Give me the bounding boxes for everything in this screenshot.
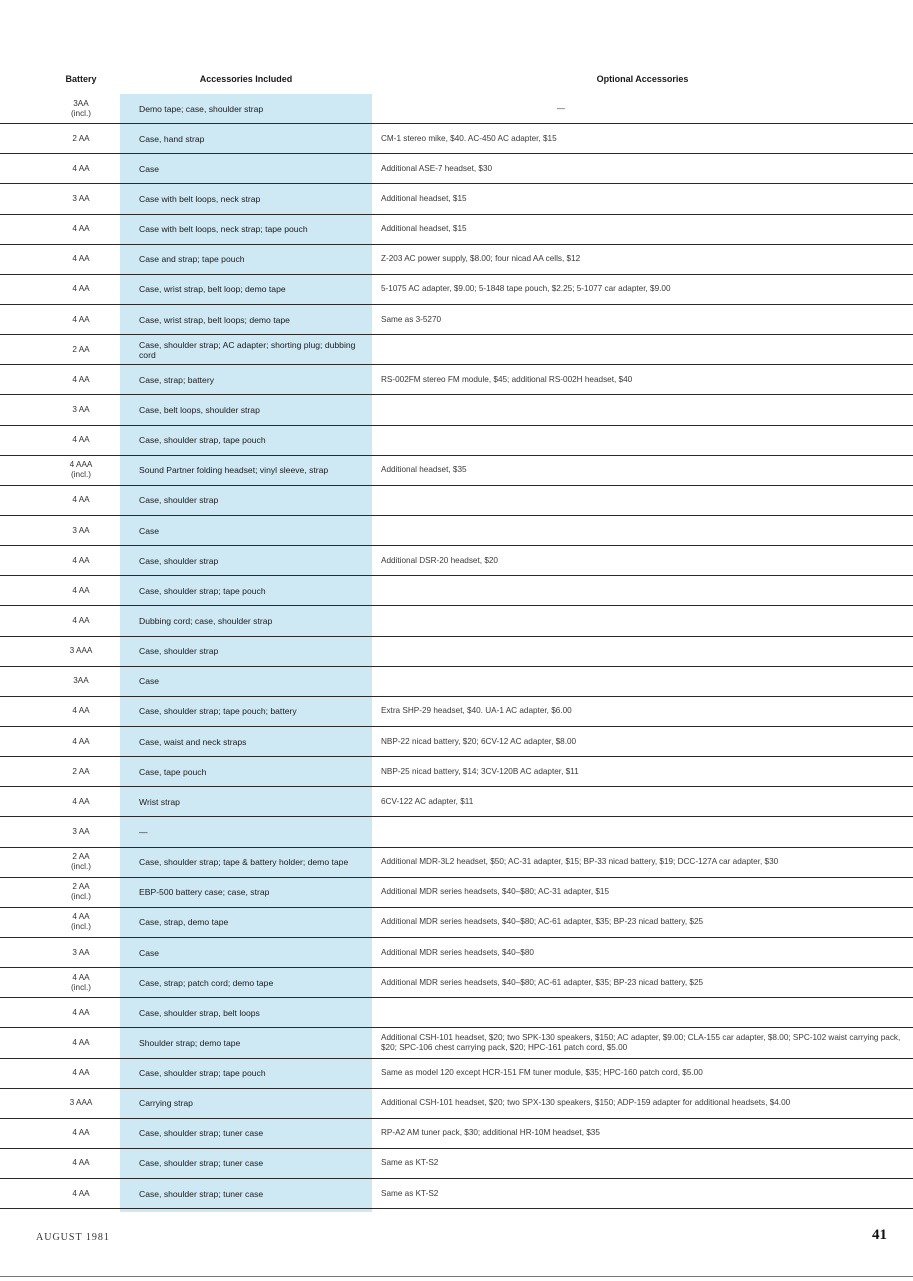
battery-cell: 3 AA [72,826,90,836]
table-row [0,606,913,636]
accessories-included-cell: Case, shoulder strap [139,646,219,657]
accessories-included-cell: Demo tape; case, shoulder strap [139,103,264,114]
header-optional-accessories: Optional Accessories [596,74,689,84]
optional-accessories-cell: NBP-22 nicad battery, $20; 6CV-12 AC adapter, $8.00 [381,736,577,746]
battery-cell: 4 AA [72,1188,90,1198]
accessories-included-cell: Case, strap, demo tape [139,917,229,928]
accessories-included-cell: — [139,826,148,837]
battery-cell: 4 AA [72,796,90,806]
battery-cell: 2 AA (incl.) [70,852,91,872]
battery-cell: 2 AA [72,133,90,143]
optional-accessories-cell [381,998,901,1027]
table-row [0,365,913,395]
optional-accessories-cell [381,817,901,846]
table-row [0,275,913,305]
optional-accessories-cell: Additional DSR-20 headset, $20 [381,555,498,565]
battery-cell: 4 AA [72,254,90,264]
accessories-included-cell: Case [139,947,160,958]
battery-cell: 3 AA [72,525,90,535]
accessories-included-cell: Case, shoulder strap; tape & battery holder; demo tape [139,857,349,868]
battery-cell: 4 AA [72,495,90,505]
battery-cell: 4 AA [72,163,90,173]
spec-table [0,94,913,1209]
battery-cell: 3 AA [72,947,90,957]
table-row [0,727,913,757]
accessories-included-cell: Case, shoulder strap; tuner case [139,1128,264,1139]
accessories-included-cell: Sound Partner folding headset; vinyl sleeve, strap [139,465,329,476]
row-divider [0,1208,913,1209]
table-row [0,395,913,425]
accessories-included-cell: Case, shoulder strap; tape pouch [139,585,266,596]
table-row [0,516,913,546]
battery-cell: 4 AA [72,1158,90,1168]
table-row [0,1149,913,1179]
header-battery: Battery [65,74,97,84]
battery-cell: 3AA [73,676,89,686]
accessories-included-cell: Case, wrist strap, belt loop; demo tape [139,284,286,295]
optional-accessories-cell: Additional MDR series headsets, $40–$80; AC-61 adapter, $35; BP-23 nicad battery, $25 [381,977,704,987]
battery-cell: 2 AA [72,344,90,354]
battery-cell: 4 AA (incl.) [70,912,91,932]
table-row [0,124,913,154]
page-number: 41 [872,1227,887,1243]
battery-cell: 4 AAA (incl.) [69,460,93,480]
page-bottom-rule [0,1276,913,1277]
optional-accessories-cell: Additional headset, $35 [381,465,467,475]
accessories-included-cell: Case and strap; tape pouch [139,254,245,265]
optional-accessories-cell [381,576,901,605]
optional-accessories-cell: Extra SHP-29 headset, $40. UA-1 AC adapter, $6.00 [381,706,572,716]
accessories-included-cell: Case, shoulder strap, belt loops [139,1007,260,1018]
battery-cell: 3 AAA [69,1098,93,1108]
accessories-included-cell: EBP-500 battery case; case, strap [139,887,270,898]
optional-accessories-cell: Additional MDR-3L2 headset, $50; AC-31 adapter, $15; BP-33 nicad battery, $19; DCC-127A car adapter, $30 [381,857,779,867]
battery-cell: 4 AA [72,1128,90,1138]
accessories-included-cell: Case, waist and neck straps [139,736,247,747]
optional-accessories-cell: Additional CSH-101 headset, $20; two SPK-130 speakers, $150; AC adapter, $9.00; CLA-155 car adapter, $8.00; SPC-102 waist carrying pack, $20; SPC-106 chest carrying pack, $20; HPC-161 patch cord, $5.00 [381,1032,901,1052]
table-row [0,848,913,878]
battery-cell: 4 AA [72,555,90,565]
accessories-included-cell: Carrying strap [139,1098,193,1109]
accessories-included-cell: Case [139,163,160,174]
table-row [0,154,913,184]
optional-accessories-cell [381,335,901,364]
table-row [0,245,913,275]
header-accessories-included: Accessories Included [199,74,293,84]
table-row [0,1028,913,1058]
table-row [0,456,913,486]
table-row [0,1089,913,1119]
table-row [0,335,913,365]
table-row [0,998,913,1028]
battery-cell: 4 AA [72,736,90,746]
table-row [0,1179,913,1209]
optional-accessories-cell: Additional MDR series headsets, $40–$80 [381,947,534,957]
optional-accessories-cell: Z-203 AC power supply, $8.00; four nicad AA cells, $12 [381,254,581,264]
table-row [0,546,913,576]
optional-accessories-cell: Same as KT-S2 [381,1158,439,1168]
table-row [0,305,913,335]
table-row [0,486,913,516]
accessories-included-cell: Case, shoulder strap; tuner case [139,1188,264,1199]
battery-cell: 4 AA [72,1007,90,1017]
accessories-included-cell: Case, belt loops, shoulder strap [139,404,260,415]
accessories-included-cell: Case, shoulder strap; tape pouch [139,1068,266,1079]
accessories-included-cell: Dubbing cord; case, shoulder strap [139,615,273,626]
optional-accessories-cell: Same as KT-S2 [381,1188,439,1198]
accessories-included-cell: Case, strap; patch cord; demo tape [139,977,274,988]
optional-accessories-cell [381,637,901,666]
accessories-included-cell: Case, shoulder strap, tape pouch [139,435,266,446]
battery-cell: 4 AA [72,284,90,294]
table-row [0,576,913,606]
battery-cell: 4 AA [72,435,90,445]
accessories-included-cell: Case [139,676,160,687]
battery-cell: 3 AA [72,404,90,414]
optional-accessories-cell [381,395,901,424]
battery-cell: 4 AA [72,224,90,234]
table-row [0,817,913,847]
accessories-included-cell: Case, strap; battery [139,374,214,385]
optional-accessories-cell [381,426,901,455]
accessories-included-cell: Case, shoulder strap [139,495,219,506]
optional-accessories-cell [381,667,901,696]
battery-cell: 4 AA [72,706,90,716]
accessories-included-cell: Shoulder strap; demo tape [139,1037,241,1048]
battery-cell: 3 AA [72,193,90,203]
optional-accessories-cell: NBP-25 nicad battery, $14; 3CV-120B AC adapter, $11 [381,766,579,776]
battery-cell: 2 AA [72,766,90,776]
accessories-included-cell: Case with belt loops, neck strap [139,193,261,204]
accessories-included-cell: Case, shoulder strap; AC adapter; shorting plug; dubbing cord [139,339,356,360]
optional-accessories-cell: 5-1075 AC adapter, $9.00; 5-1848 tape pouch, $2.25; 5-1077 car adapter, $9.00 [381,284,671,294]
optional-accessories-cell: Same as model 120 except HCR-151 FM tuner module, $35; HPC-160 patch cord, $5.00 [381,1068,703,1078]
battery-cell: 4 AA [72,374,90,384]
optional-accessories-cell: Additional headset, $15 [381,193,467,203]
table-row [0,1119,913,1149]
table-row [0,426,913,456]
table-row [0,184,913,214]
optional-accessories-cell: Same as 3-5270 [381,314,442,324]
battery-cell: 3AA (incl.) [70,98,91,118]
optional-accessories-cell: Additional MDR series headsets, $40–$80; AC-31 adapter, $15 [381,887,610,897]
accessories-included-cell: Wrist strap [139,796,180,807]
table-row [0,908,913,938]
accessories-included-cell: Case, tape pouch [139,766,207,777]
optional-accessories-cell: RS-002FM stereo FM module, $45; additional RS-002H headset, $40 [381,374,633,384]
optional-accessories-cell: Additional headset, $15 [381,224,467,234]
battery-cell: 4 AA [72,585,90,595]
battery-cell: 4 AA [72,615,90,625]
battery-cell: 3 AAA [69,646,93,656]
accessories-included-cell: Case, shoulder strap [139,555,219,566]
optional-accessories-cell: — [556,103,566,113]
table-row [0,757,913,787]
optional-accessories-cell: Additional CSH-101 headset, $20; two SPX-130 speakers, $150; ADP-159 adapter for additional headsets, $4.00 [381,1098,791,1108]
table-row [0,215,913,245]
optional-accessories-cell [381,606,901,635]
battery-cell: 4 AA [72,314,90,324]
table-row [0,787,913,817]
accessories-included-cell: Case, wrist strap, belt loops; demo tape [139,314,290,325]
optional-accessories-cell: RP-A2 AM tuner pack, $30; additional HR-10M headset, $35 [381,1128,600,1138]
table-row [0,878,913,908]
battery-cell: 4 AA [72,1068,90,1078]
optional-accessories-cell [381,486,901,515]
battery-cell: 2 AA (incl.) [70,882,91,902]
accessories-included-cell: Case [139,525,160,536]
accessories-included-cell: Case, shoulder strap; tape pouch; battery [139,706,297,717]
table-row [0,938,913,968]
table-row [0,968,913,998]
accessories-included-cell: Case, hand strap [139,133,205,144]
table-row [0,1059,913,1089]
table-row [0,637,913,667]
optional-accessories-cell [381,516,901,545]
table-row [0,94,913,124]
optional-accessories-cell: CM-1 stereo mike, $40. AC-450 AC adapter, $15 [381,133,557,143]
table-row [0,667,913,697]
battery-cell: 4 AA (incl.) [70,972,91,992]
accessories-included-cell: Case with belt loops, neck strap; tape pouch [139,224,308,235]
accessories-included-cell: Case, shoulder strap; tuner case [139,1158,264,1169]
optional-accessories-cell: Additional MDR series headsets, $40–$80; AC-61 adapter, $35; BP-23 nicad battery, $25 [381,917,704,927]
issue-date: AUGUST 1981 [36,1232,110,1243]
optional-accessories-cell: Additional ASE-7 headset, $30 [381,163,493,173]
battery-cell: 4 AA [72,1037,90,1047]
optional-accessories-cell: 6CV-122 AC adapter, $11 [381,796,474,806]
table-row [0,697,913,727]
